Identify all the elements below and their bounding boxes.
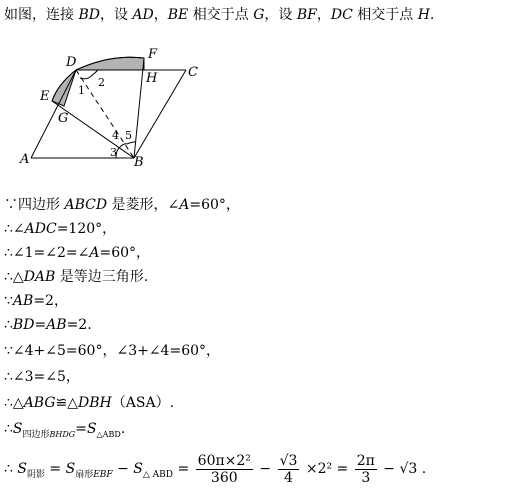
segment-bf: BF bbox=[296, 7, 317, 23]
proof-line-4 bbox=[4, 268, 148, 286]
angle-adc: ADC bbox=[24, 221, 57, 237]
fraction-root3-over-4 bbox=[278, 453, 300, 486]
quad-abcd: ABCD bbox=[64, 197, 108, 213]
area-subscript: 阴影 bbox=[26, 469, 45, 480]
radius-be bbox=[52, 101, 134, 158]
text: =2. bbox=[66, 317, 92, 333]
intro-text: ，设 bbox=[264, 7, 297, 23]
proof-line-7 bbox=[4, 342, 220, 360]
fraction-denominator: 3 bbox=[361, 469, 371, 486]
area-symbol: S bbox=[65, 461, 76, 477]
proof-line-6 bbox=[4, 316, 92, 334]
text: ∴∠ bbox=[4, 221, 25, 237]
area-subscript: △ABD bbox=[96, 429, 121, 439]
text: ∴∠1=∠2=∠ bbox=[4, 245, 90, 261]
label-g: G bbox=[58, 111, 69, 126]
area-subscript: 扇形 bbox=[75, 469, 94, 480]
text: ×2² = bbox=[301, 461, 353, 477]
fraction-numerator: 60π×2² bbox=[197, 452, 251, 469]
fraction-denominator: 360 bbox=[210, 469, 238, 486]
angle-a: A bbox=[179, 197, 190, 213]
proof-line-5 bbox=[4, 292, 68, 310]
root-three: √3 bbox=[399, 461, 418, 477]
text: =120°， bbox=[56, 221, 117, 237]
area-subscript: EBF bbox=[93, 469, 113, 480]
text: ≌△ bbox=[55, 395, 79, 411]
triangle-dab: DAB bbox=[23, 269, 56, 285]
text: . bbox=[417, 461, 427, 477]
fraction-numerator: √3 bbox=[279, 452, 298, 469]
point-g: G bbox=[253, 7, 265, 23]
text: =60°， bbox=[99, 245, 151, 261]
label-d: D bbox=[66, 55, 77, 70]
segment-ab: AB bbox=[12, 293, 34, 309]
text: ∵四边形 bbox=[4, 197, 65, 213]
intro-text: ， bbox=[316, 7, 331, 23]
text: ∵∠4+∠5=60°，∠3+∠4=60°， bbox=[4, 343, 221, 359]
text: ∴△ bbox=[4, 269, 24, 285]
intro-text: 相交于点 bbox=[352, 7, 418, 23]
label-b: B bbox=[134, 155, 144, 170]
text: ∴△ bbox=[4, 395, 24, 411]
proof-line-1 bbox=[4, 196, 240, 214]
side-ad bbox=[31, 70, 76, 158]
text: − bbox=[378, 461, 400, 477]
text: ∴ bbox=[4, 421, 13, 437]
point-h: H bbox=[417, 7, 430, 23]
shaded-region-left bbox=[52, 70, 76, 106]
text: =2， bbox=[33, 293, 68, 309]
text: 是菱形，∠ bbox=[107, 197, 180, 213]
fraction-sector-area bbox=[196, 453, 253, 486]
fraction-denominator: 4 bbox=[284, 469, 293, 486]
intro-text: 如图，连接 bbox=[4, 7, 79, 23]
label-e: E bbox=[40, 89, 50, 104]
segment-bd: BD bbox=[78, 7, 100, 23]
angle-a: A bbox=[89, 245, 100, 261]
fraction-numerator: 2π bbox=[356, 452, 375, 469]
text: − bbox=[112, 461, 134, 477]
intro-text: 相交于点 bbox=[188, 7, 254, 23]
text: ∵ bbox=[4, 293, 13, 309]
area-subscript: BHDG bbox=[49, 429, 76, 439]
area-symbol: S bbox=[17, 461, 27, 477]
intro-text: . bbox=[429, 7, 435, 23]
fraction-2pi-over-3 bbox=[355, 453, 377, 486]
segment-dc: DC bbox=[330, 7, 353, 23]
text: （ASA）. bbox=[111, 395, 175, 411]
triangle-dbh: DBH bbox=[78, 395, 112, 411]
text: = bbox=[173, 461, 194, 477]
text: = bbox=[44, 461, 66, 477]
area-subscript: △ ABD bbox=[142, 469, 174, 480]
segment-ad: AD bbox=[132, 7, 154, 23]
proof-line-11 bbox=[4, 452, 426, 492]
angle-arc-2 bbox=[90, 70, 98, 77]
proof-line-10 bbox=[4, 420, 125, 444]
label-f: F bbox=[148, 47, 158, 62]
segment-bd: BD bbox=[12, 317, 35, 333]
text: ∴ bbox=[4, 461, 18, 477]
text: ∴∠3=∠5， bbox=[4, 369, 80, 385]
triangle-abg: ABG bbox=[23, 395, 56, 411]
proof-line-8 bbox=[4, 368, 80, 386]
intro-text: ， bbox=[153, 7, 168, 23]
label-angle-3: 3 bbox=[110, 146, 117, 159]
proof-line-2 bbox=[4, 220, 116, 238]
intro-text: ，设 bbox=[99, 7, 133, 23]
segment-be: BE bbox=[167, 7, 189, 23]
area-symbol: S bbox=[86, 421, 97, 437]
area-symbol: S bbox=[133, 461, 143, 477]
text: =60°， bbox=[189, 197, 240, 213]
proof-line-3 bbox=[4, 244, 150, 262]
label-angle-5: 5 bbox=[125, 129, 132, 142]
text: = bbox=[34, 317, 47, 333]
label-angle-2: 2 bbox=[98, 76, 105, 89]
label-a: A bbox=[20, 152, 30, 167]
proof-line-9 bbox=[4, 394, 174, 412]
text: = bbox=[75, 421, 87, 437]
text: − bbox=[254, 461, 276, 477]
area-subscript: 四边形 bbox=[22, 429, 50, 440]
angle-arc-5 bbox=[127, 142, 135, 144]
label-c: C bbox=[188, 65, 198, 80]
text: 是等边三角形. bbox=[55, 269, 149, 285]
label-h: H bbox=[146, 71, 158, 86]
label-angle-1: 1 bbox=[78, 84, 85, 97]
label-angle-4: 4 bbox=[112, 129, 119, 142]
text: . bbox=[120, 421, 126, 437]
text: ∴ bbox=[4, 317, 13, 333]
area-symbol: S bbox=[12, 421, 23, 437]
segment-ab: AB bbox=[46, 317, 67, 333]
